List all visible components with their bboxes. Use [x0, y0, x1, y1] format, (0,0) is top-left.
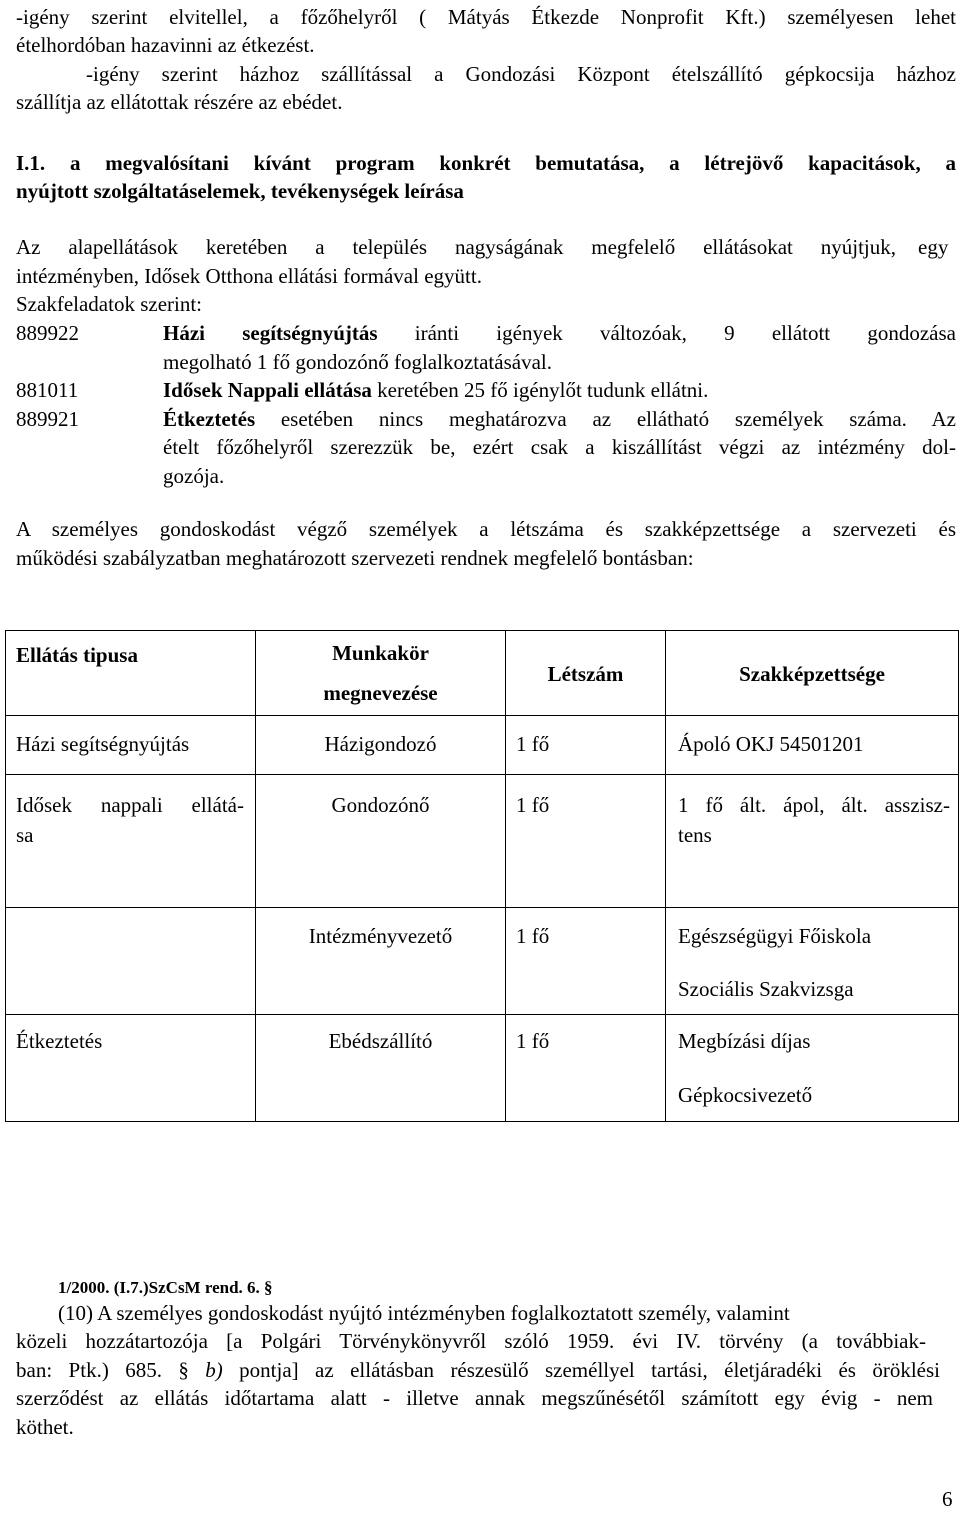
row-qual-1: Megbízási díjas	[678, 1029, 811, 1053]
task-line	[163, 376, 708, 404]
row-type: Étkeztetés	[16, 1029, 103, 1053]
table-cell	[6, 908, 256, 1015]
row-qual-2: Gépkocsivezető	[678, 1083, 813, 1107]
task-code: 889921	[16, 407, 79, 431]
task-code: 889922	[16, 321, 79, 345]
task-line-2: ételt főzőhelyről szerezzük be, ezért csak a kiszállítást végzi az intézmény dol-	[163, 435, 956, 459]
task-bold: Étkeztetés	[163, 407, 256, 431]
header-count: Létszám	[547, 662, 624, 686]
table-row	[6, 716, 959, 775]
table-cell	[506, 716, 666, 775]
footnote-line-5: köthet.	[16, 1415, 74, 1439]
task-bold: Idősek Nappali ellátása	[163, 378, 372, 402]
header-role-1: Munkakör	[332, 641, 429, 665]
table-row	[6, 775, 959, 908]
row-count: 1 fő	[516, 924, 550, 948]
header-cell	[666, 631, 959, 716]
staff-table	[5, 630, 959, 1122]
intro-line-3: -igény szerint házhoz szállítással a Gondozási Központ ételszállító gépkocsija házhoz	[86, 62, 956, 86]
table-header-row	[6, 631, 959, 716]
row-qual-1: Egészségügyi Főiskola	[678, 924, 872, 948]
table-cell	[256, 1015, 506, 1122]
task-rest: esetében nincs meghatározva az ellátható személyek száma. Az	[255, 407, 956, 431]
footnote-line-3-c: pontja] az ellátásban részesülő személlyel tartási, életjáradéki és öröklési	[222, 1358, 941, 1382]
row-count: 1 fő	[516, 732, 550, 756]
table-cell	[6, 716, 256, 775]
task-bold: Házi segítségnyújtás	[163, 321, 378, 345]
table-cell	[6, 775, 256, 908]
intro-line-1: -igény szerint elvitellel, a főzőhelyről ( Mátyás Étkezde Nonprofit Kft.) személyesen lehet	[16, 5, 956, 29]
section-heading-line-2: nyújtott szolgáltatáselemek, tevékenységek leírása	[16, 179, 464, 203]
row-type: Házi segítségnyújtás	[16, 732, 190, 756]
row-role: Házigondozó	[324, 732, 437, 756]
page-number: 6	[942, 1487, 953, 1511]
row-qual-2: Szociális Szakvizsga	[678, 977, 854, 1001]
row-qual: Ápoló OKJ 54501201	[678, 732, 864, 756]
header-type: Ellátás tipusa	[16, 643, 138, 667]
header-role-2: megnevezése	[323, 681, 438, 705]
task-line-2: megolható 1 fő gondozónő foglalkoztatásával.	[163, 350, 552, 374]
header-cell	[506, 631, 666, 716]
row-qual-1: 1 fő ált. ápol, ált. asszisz-	[678, 793, 950, 817]
table-row	[6, 908, 959, 1015]
task-line	[163, 405, 956, 433]
row-count: 1 fő	[516, 1029, 550, 1053]
table-cell	[666, 1015, 959, 1122]
header-cell	[256, 631, 506, 716]
footnote-line-2: közeli hozzátartozója [a Polgári Törvénykönyvről szóló 1959. évi IV. törvény (a továbbiak-	[16, 1329, 926, 1353]
row-role: Ebédszállító	[328, 1029, 433, 1053]
table-cell	[666, 716, 959, 775]
table-cell	[666, 775, 959, 908]
task-rest: keretében 25 fő igénylőt tudunk ellátni.	[371, 378, 709, 402]
header-qual: Szakképzettsége	[739, 662, 885, 686]
row-type-2: sa	[16, 823, 34, 847]
intro-line-4: szállítja az ellátottak részére az ebédet.	[16, 90, 343, 114]
para2-line-1: A személyes gondoskodást végző személyek a létszáma és szakképzettsége a szervezeti és	[16, 517, 956, 541]
footnote-line-3-b: b)	[205, 1358, 223, 1382]
table-cell	[256, 775, 506, 908]
footnote-line-3-a: ban: Ptk.) 685. §	[16, 1358, 206, 1382]
row-role: Gondozónő	[331, 793, 430, 817]
table-cell	[506, 908, 666, 1015]
para1-line-3: Szakfeladatok szerint:	[16, 292, 203, 316]
row-count: 1 fő	[516, 793, 550, 817]
footnote-line-4: szerződést az ellátás időtartama alatt - illetve annak megszűnésétől számított egy évig - nem	[16, 1386, 933, 1410]
footnote-reference: 1/2000. (I.7.)SzCsM rend. 6. §	[58, 1278, 273, 1297]
para1-line-1: Az alapellátások keretében a település nagyságának megfelelő ellátásokat nyújtjuk,	[16, 235, 896, 259]
intro-line-2: ételhordóban hazavinni az étkezést.	[16, 33, 315, 57]
task-line-3: gozója.	[163, 464, 225, 488]
table-cell	[506, 775, 666, 908]
row-qual-2: tens	[678, 823, 712, 847]
header-cell	[6, 631, 256, 716]
footnote-line-3	[16, 1356, 940, 1384]
para2-line-2: működési szabályzatban meghatározott szervezeti rendnek megfelelő bontásban:	[16, 546, 694, 570]
para1-line-1-end: egy	[918, 235, 949, 259]
row-role: Intézményvezető	[308, 924, 453, 948]
section-heading-line-1: I.1. a megvalósítani kívánt program konkrét bemutatása, a létrejövő kapacitások, a	[16, 151, 956, 175]
task-line	[163, 319, 956, 347]
table-row	[6, 1015, 959, 1122]
row-type-1: Idősek nappali ellátá-	[16, 793, 244, 817]
task-code: 881011	[16, 378, 79, 402]
table-cell	[506, 1015, 666, 1122]
table-cell	[666, 908, 959, 1015]
footnote-line-1: (10) A személyes gondoskodást nyújtó intézményben foglalkoztatott személy, valamint	[58, 1301, 790, 1325]
para1-line-2: intézményben, Idősek Otthona ellátási formával együtt.	[16, 264, 482, 288]
table-cell	[256, 716, 506, 775]
table-cell	[256, 908, 506, 1015]
table-cell	[6, 1015, 256, 1122]
task-rest: iránti igények változóak, 9 ellátott gondozása	[377, 321, 956, 345]
